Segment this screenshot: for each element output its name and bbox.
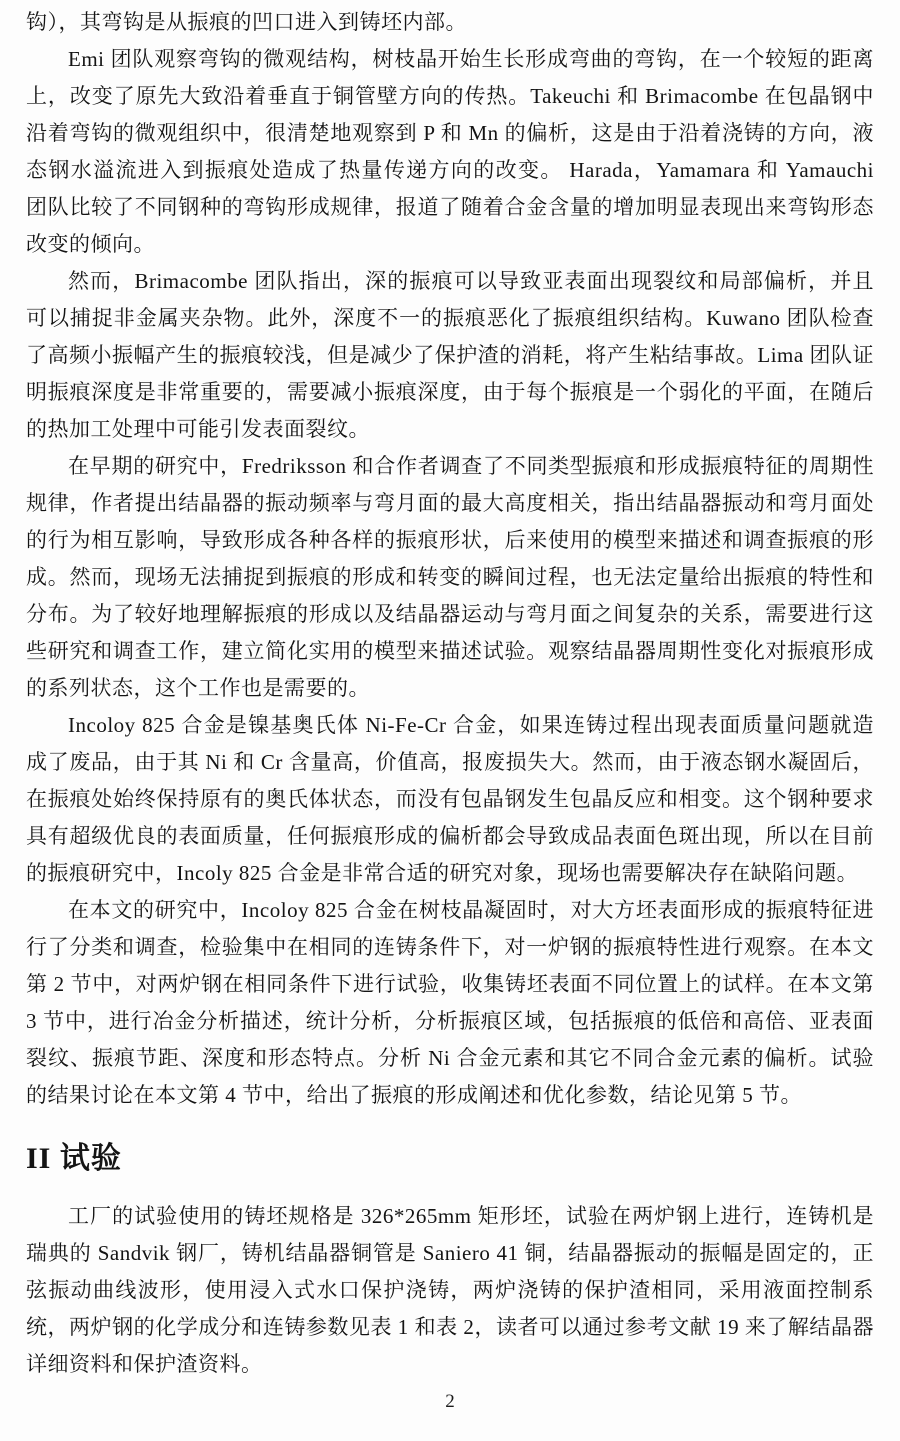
paragraph: 工厂的试验使用的铸坯规格是 326*265mm 矩形坯，试验在两炉钢上进行，连铸机是瑞典的 Sandvik 钢厂，铸机结晶器铜管是 Saniero 41 铜，结晶器振动的振幅是固定的，正弦振动曲线波形，使用浸入式水口保护浇铸，两炉浇铸的保护渣相同，采用液面控制系统，两炉钢的化学成分和连铸参数见表 1 和表 2，读者可以通过参考文献 19 来了解结晶器详细资料和保护渣资料。 <box>26 1204 874 1376</box>
paragraph: 然而，Brimacombe 团队指出，深的振痕可以导致亚表面出现裂纹和局部偏析，并且可以捕捉非金属夹杂物。此外，深度不一的振痕恶化了振痕组织结构。Kuwano 团队检查了高频小振幅产生的振痕较浅，但是减少了保护渣的消耗，将产生粘结事故。Lima 团队证明振痕深度是非常重要的，需要减小振痕深度，由于每个振痕是一个弱化的平面，在随后的热加工处理中可能引发表面裂纹。 <box>26 269 874 441</box>
paragraph: Emi 团队观察弯钩的微观结构，树枝晶开始生长形成弯曲的弯钩，在一个较短的距离上，改变了原先大致沿着垂直于铜管壁方向的传热。Takeuchi 和 Brimacombe 在包晶钢中沿着弯钩的微观组织中，很清楚地观察到 P 和 Mn 的偏析，这是由于沿着浇铸的方向，液态钢水溢流进入到振痕处造成了热量传递方向的改变。 Harada，Yamamara 和 Yamauchi 团队比较了不同钢种的弯钩形成规律，报道了随着合金含量的增加明显表现出来弯钩形态改变的倾向。 <box>26 47 874 256</box>
paragraph: 钩），其弯钩是从振痕的凹口进入到铸坯内部。 <box>26 10 467 34</box>
page-number: 2 <box>445 1391 455 1412</box>
text-column <box>26 4 874 1383</box>
paragraph: 在本文的研究中，Incoloy 825 合金在树枝晶凝固时，对大方坯表面形成的振痕特征进行了分类和调查，检验集中在相同的连铸条件下，对一炉钢的振痕特性进行观察。在本文第 2 节中，对两炉钢在相同条件下进行试验，收集铸坯表面不同位置上的试样。在本文第 3 节中，进行冶金分析描述，统计分析，分析振痕区域，包括振痕的低倍和高倍、亚表面裂纹、振痕节距、深度和形态特点。分析 Ni 合金元素和其它不同合金元素的偏析。试验的结果讨论在本文第 4 节中，给出了振痕的形成阐述和优化参数，结论见第 5 节。 <box>26 898 874 1107</box>
section-heading: II 试验 <box>26 1142 122 1175</box>
paragraph: 在早期的研究中，Fredriksson 和合作者调查了不同类型振痕和形成振痕特征的周期性规律，作者提出结晶器的振动频率与弯月面的最大高度相关，指出结晶器振动和弯月面处的行为相互影响，导致形成各种各样的振痕形状，后来使用的模型来描述和调查振痕的形成。然而，现场无法捕捉到振痕的形成和转变的瞬间过程，也无法定量给出振痕的特性和分布。为了较好地理解振痕的形成以及结晶器运动与弯月面之间复杂的关系，需要进行这些研究和调查工作，建立简化实用的模型来描述试验。观察结晶器周期性变化对振痕形成的系列状态，这个工作也是需要的。 <box>26 454 874 700</box>
paragraph: Incoloy 825 合金是镍基奥氏体 Ni-Fe-Cr 合金，如果连铸过程出现表面质量问题就造成了废品，由于其 Ni 和 Cr 含量高，价值高，报废损失大。然而，由于液态钢水凝固后，在振痕处始终保持原有的奥氏体状态，而没有包晶钢发生包晶反应和相变。这个钢种要求具有超级优良的表面质量，任何振痕形成的偏析都会导致成品表面色斑出现，所以在目前的振痕研究中，Incoly 825 合金是非常合适的研究对象，现场也需要解决存在缺陷问题。 <box>26 713 874 885</box>
